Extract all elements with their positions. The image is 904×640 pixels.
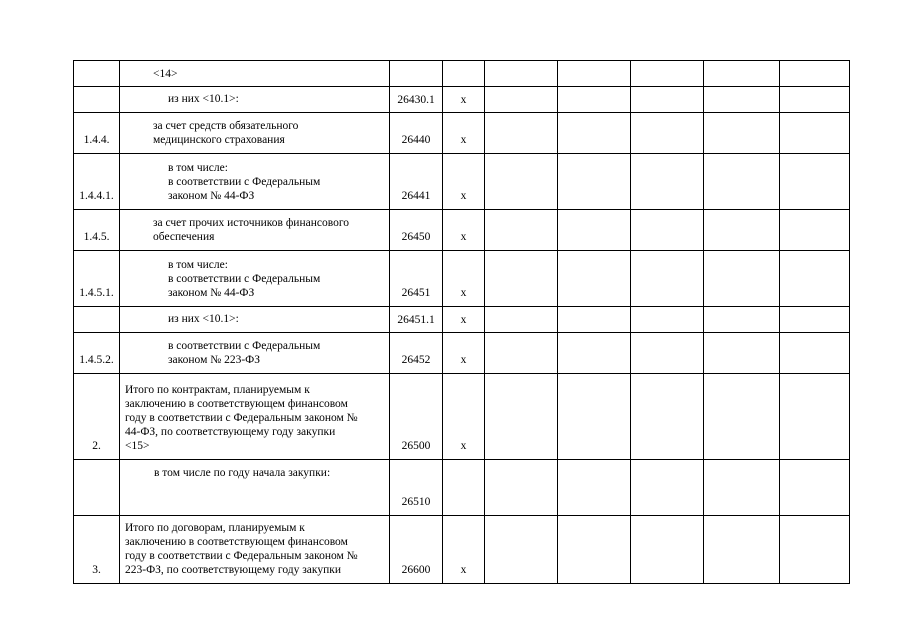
description-line: в соответствии с Федеральным — [168, 340, 321, 352]
value-cell[interactable] — [558, 374, 631, 460]
value-cell[interactable] — [485, 460, 558, 516]
row-number-cell: 1.4.5. — [74, 210, 120, 251]
description-line: в том числе: — [168, 259, 228, 271]
table-row — [74, 210, 850, 251]
mark-cell: x — [443, 87, 485, 113]
row-number-cell: 1.4.4. — [74, 113, 120, 154]
value-cell[interactable] — [704, 251, 780, 307]
value-cell[interactable] — [780, 333, 850, 374]
description-line: медицинского страхования — [153, 134, 285, 146]
value-cell[interactable] — [631, 210, 704, 251]
description-cell — [120, 87, 390, 113]
row-number-cell — [74, 87, 120, 113]
row-number-cell: 1.4.5.2. — [74, 333, 120, 374]
value-cell[interactable] — [704, 154, 780, 210]
row-number-cell — [74, 460, 120, 516]
table-body — [74, 61, 850, 584]
value-cell[interactable] — [558, 61, 631, 87]
value-cell[interactable] — [558, 307, 631, 333]
table-row — [74, 333, 850, 374]
description-cell — [120, 374, 390, 460]
description-line: обеспечения — [153, 231, 215, 243]
value-cell[interactable] — [485, 154, 558, 210]
value-cell[interactable] — [780, 87, 850, 113]
value-cell[interactable] — [631, 516, 704, 584]
description-line: из них <10.1>: — [168, 313, 239, 325]
value-cell[interactable] — [485, 113, 558, 154]
value-cell[interactable] — [485, 251, 558, 307]
line-code-cell: 26430.1 — [390, 87, 443, 113]
line-code-cell: 26500 — [390, 374, 443, 460]
description-line: в соответствии с Федеральным — [168, 273, 321, 285]
value-cell[interactable] — [780, 374, 850, 460]
line-code-cell — [390, 61, 443, 87]
table-row — [74, 87, 850, 113]
table-row — [74, 61, 850, 87]
value-cell[interactable] — [558, 210, 631, 251]
value-cell[interactable] — [631, 333, 704, 374]
value-cell[interactable] — [631, 154, 704, 210]
value-cell[interactable] — [558, 113, 631, 154]
value-cell[interactable] — [704, 87, 780, 113]
line-code-cell: 26452 — [390, 333, 443, 374]
value-cell[interactable] — [558, 460, 631, 516]
value-cell[interactable] — [780, 251, 850, 307]
mark-cell: x — [443, 251, 485, 307]
table-row — [74, 113, 850, 154]
description-cell — [120, 154, 390, 210]
row-number-cell: 2. — [74, 374, 120, 460]
description-line: Итого по договорам, планируемым к — [125, 522, 305, 534]
mark-cell: x — [443, 113, 485, 154]
value-cell[interactable] — [631, 374, 704, 460]
line-code-cell: 26600 — [390, 516, 443, 584]
value-cell[interactable] — [780, 460, 850, 516]
line-code-cell: 26451 — [390, 251, 443, 307]
mark-cell: x — [443, 154, 485, 210]
description-line: в том числе: — [168, 162, 228, 174]
budget-table — [73, 60, 850, 584]
value-cell[interactable] — [704, 460, 780, 516]
value-cell[interactable] — [485, 516, 558, 584]
row-number-cell — [74, 307, 120, 333]
value-cell[interactable] — [485, 333, 558, 374]
value-cell[interactable] — [485, 87, 558, 113]
value-cell[interactable] — [704, 307, 780, 333]
description-line: 223-ФЗ, по соответствующему году закупки — [125, 564, 341, 576]
line-code-cell: 26510 — [390, 460, 443, 516]
row-number-cell — [74, 61, 120, 87]
value-cell[interactable] — [631, 87, 704, 113]
value-cell[interactable] — [485, 307, 558, 333]
table-row — [74, 154, 850, 210]
description-cell — [120, 251, 390, 307]
mark-cell — [443, 460, 485, 516]
description-line: заключению в соответствующем финансовом — [125, 536, 348, 548]
line-code-cell: 26440 — [390, 113, 443, 154]
value-cell[interactable] — [780, 210, 850, 251]
description-cell — [120, 210, 390, 251]
mark-cell: x — [443, 307, 485, 333]
value-cell[interactable] — [704, 374, 780, 460]
value-cell[interactable] — [704, 61, 780, 87]
mark-cell: x — [443, 516, 485, 584]
description-cell — [120, 460, 390, 516]
line-code-cell: 26450 — [390, 210, 443, 251]
description-line: законом № 223-ФЗ — [168, 354, 261, 366]
mark-cell: x — [443, 210, 485, 251]
description-line: году в соответствии с Федеральным законом № — [125, 412, 358, 424]
table-row — [74, 251, 850, 307]
value-cell[interactable] — [704, 113, 780, 154]
table-row — [74, 516, 850, 584]
value-cell[interactable] — [704, 516, 780, 584]
value-cell[interactable] — [631, 113, 704, 154]
table-row — [74, 374, 850, 460]
description-line: за счет средств обязательного — [153, 120, 299, 132]
description-cell — [120, 61, 390, 87]
description-line: году в соответствии с Федеральным законом № — [125, 550, 358, 562]
value-cell[interactable] — [704, 210, 780, 251]
mark-cell: x — [443, 374, 485, 460]
description-cell — [120, 333, 390, 374]
description-cell — [120, 113, 390, 154]
value-cell[interactable] — [558, 516, 631, 584]
line-code-cell: 26441 — [390, 154, 443, 210]
description-cell — [120, 516, 390, 584]
table-row — [74, 460, 850, 516]
value-cell[interactable] — [558, 87, 631, 113]
value-cell[interactable] — [631, 460, 704, 516]
description-line: <15> — [125, 440, 150, 452]
value-cell[interactable] — [631, 61, 704, 87]
description-line: 44-ФЗ, по соответствующему году закупки — [125, 426, 336, 438]
mark-cell: x — [443, 333, 485, 374]
value-cell[interactable] — [780, 307, 850, 333]
value-cell[interactable] — [631, 251, 704, 307]
description-line: законом № 44-ФЗ — [168, 287, 255, 299]
value-cell[interactable] — [485, 61, 558, 87]
description-line: в том числе по году начала закупки: — [154, 467, 331, 479]
mark-cell — [443, 61, 485, 87]
line-code-cell: 26451.1 — [390, 307, 443, 333]
description-cell — [120, 307, 390, 333]
description-line: за счет прочих источников финансового — [153, 217, 349, 229]
table-row — [74, 307, 850, 333]
value-cell[interactable] — [780, 154, 850, 210]
row-number-cell: 3. — [74, 516, 120, 584]
row-number-cell: 1.4.4.1. — [74, 154, 120, 210]
description-line: в соответствии с Федеральным — [168, 176, 321, 188]
value-cell[interactable] — [485, 374, 558, 460]
description-line: заключению в соответствующем финансовом — [125, 398, 348, 410]
value-cell[interactable] — [780, 113, 850, 154]
value-cell[interactable] — [780, 61, 850, 87]
description-line: законом № 44-ФЗ — [168, 190, 255, 202]
value-cell[interactable] — [704, 333, 780, 374]
value-cell[interactable] — [558, 251, 631, 307]
value-cell[interactable] — [558, 154, 631, 210]
value-cell[interactable] — [485, 210, 558, 251]
value-cell[interactable] — [558, 333, 631, 374]
row-number-cell: 1.4.5.1. — [74, 251, 120, 307]
value-cell[interactable] — [631, 307, 704, 333]
description-line: <14> — [153, 67, 178, 80]
value-cell[interactable] — [780, 516, 850, 584]
description-line: из них <10.1>: — [168, 93, 239, 105]
description-line: Итого по контрактам, планируемым к — [125, 384, 310, 396]
